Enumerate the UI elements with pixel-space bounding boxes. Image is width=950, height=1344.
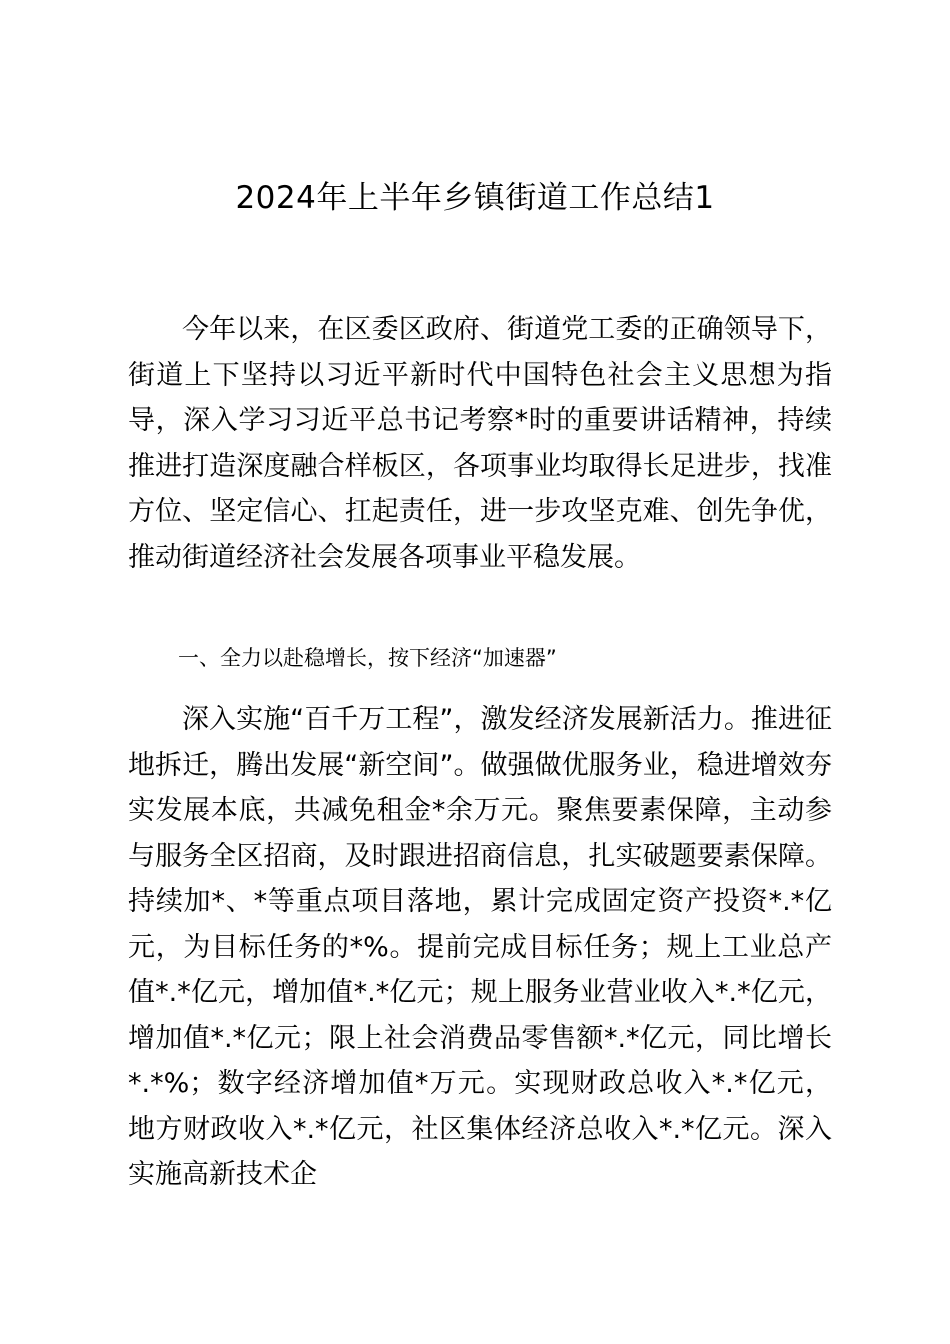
section-heading: 一、全力以赴稳增长，按下经济“加速器”	[178, 646, 557, 670]
body-paragraph: 深入实施“百千万工程”，激发经济发展新活力。推进征地拆迁，腾出发展“新空间”。做强做优服务业，稳进增效夯实发展本底，共减免租金*余万元。聚焦要素保障，主动参与服务全区招商，及时跟进招商信息，扎实破题要素保障。持续加*、*等重点项目落地，累计完成固定资产投资*.*亿元，为目标任务的*%。提前完成目标任务；规上工业总产值*.*亿元，增加值*.*亿元；规上服务业营业收入*.*亿元，增加值*.*亿元；限上社会消费品零售额*.*亿元，同比增长*.*%；数字经济增加值*万元。实现财政总收入*.*亿元，地方财政收入*.*亿元，社区集体经济总收入*.*亿元。深入实施高新技术企	[128, 704, 832, 1190]
intro-paragraph: 今年以来，在区委区政府、街道党工委的正确领导下，街道上下坚持以习近平新时代中国特色社会主义思想为指导，深入学习习近平总书记考察*时的重要讲话精神，持续推进打造深度融合样板区，各项事业均取得长足进步，找准方位、坚定信心、扛起责任，进一步攻坚克难、创先争优，推动街道经济社会发展各项事业平稳发展。	[128, 314, 832, 573]
document-title: 2024年上半年乡镇街道工作总结1	[235, 180, 715, 216]
